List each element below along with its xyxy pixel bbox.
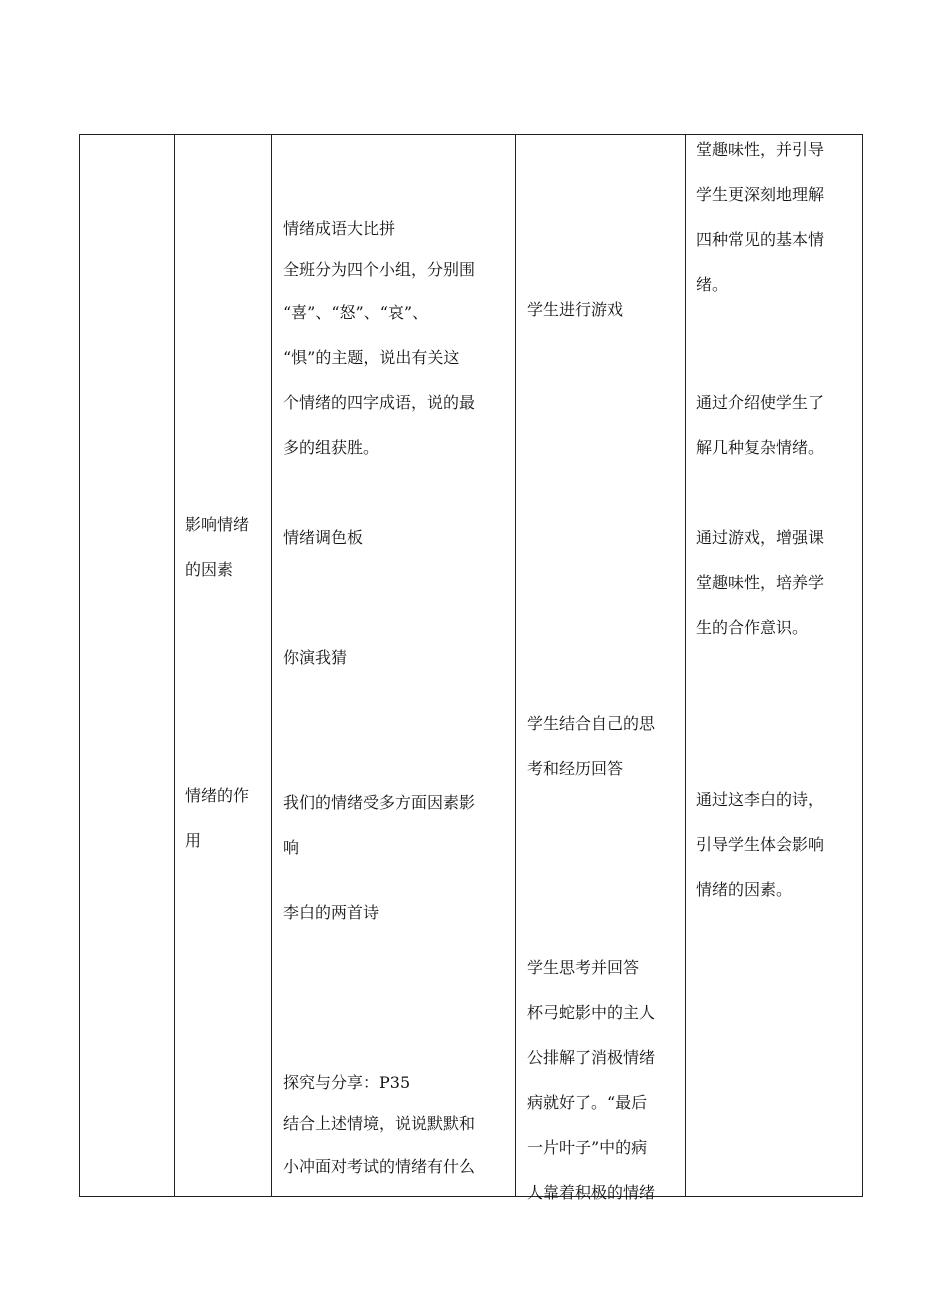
- intent3-line1: 通过游戏，增强课: [696, 528, 825, 547]
- topic-role-line1: 情绪的作: [185, 786, 250, 805]
- idiom-game-desc-line3: “惧”的主题，说出有关这: [283, 348, 460, 367]
- influence-line2: 响: [283, 838, 300, 857]
- column-divider: [515, 135, 516, 1196]
- idiom-game-title: 情绪成语大比拼: [283, 219, 396, 238]
- student-answer2-line4: 病就好了。“最后: [527, 1093, 648, 1112]
- intent3-line3: 生的合作意识。: [696, 618, 809, 637]
- column-divider: [685, 135, 686, 1196]
- topic-role-line2: 用: [185, 831, 202, 850]
- intent4-line3: 情绪的因素。: [696, 880, 793, 899]
- intent1-line2: 学生更深刻地理解: [696, 185, 825, 204]
- idiom-game-desc-line1: 全班分为四个小组，分别围: [283, 260, 476, 279]
- emotion-palette: 情绪调色板: [283, 528, 364, 547]
- intent2-line2: 解几种复杂情绪。: [696, 438, 825, 457]
- intent1-line4: 绪。: [696, 275, 729, 294]
- topic-factors-line1: 影响情绪: [185, 515, 250, 534]
- intent4-line2: 引导学生体会影响: [696, 835, 825, 854]
- student-answer1-line1: 学生结合自己的思: [527, 714, 656, 733]
- student-answer2-line5: 一片叶子”中的病: [527, 1138, 648, 1157]
- explore-desc-line2: 小冲面对考试的情绪有什么: [283, 1157, 476, 1176]
- idiom-game-desc-line5: 多的组获胜。: [283, 438, 380, 457]
- idiom-game-desc-line2: “喜”、“怒”、“哀”、: [283, 303, 429, 322]
- student-answer2-line3: 公排解了消极情绪: [527, 1048, 656, 1067]
- column-divider: [174, 135, 175, 1196]
- intent2-line1: 通过介绍使学生了: [696, 393, 825, 412]
- explore-title: 探究与分享：P35: [283, 1073, 411, 1092]
- column-divider: [271, 135, 272, 1196]
- student-answer1-line2: 考和经历回答: [527, 759, 624, 778]
- intent1-line3: 四种常见的基本情: [696, 230, 825, 249]
- libai-poems: 李白的两首诗: [283, 903, 380, 922]
- student-game: 学生进行游戏: [527, 300, 624, 319]
- influence-line1: 我们的情绪受多方面因素影: [283, 793, 476, 812]
- charades-activity: 你演我猜: [283, 648, 348, 667]
- topic-factors-line2: 的因素: [185, 560, 234, 579]
- student-answer2-line1: 学生思考并回答: [527, 958, 640, 977]
- intent3-line2: 堂趣味性，培养学: [696, 573, 825, 592]
- student-answer2-line2: 杯弓蛇影中的主人: [527, 1003, 656, 1022]
- explore-desc-line1: 结合上述情境，说说默默和: [283, 1114, 476, 1133]
- intent1-line1: 堂趣味性，并引导: [696, 140, 825, 159]
- student-answer2-line6: 人靠着积极的情绪: [527, 1183, 656, 1202]
- idiom-game-desc-line4: 个情绪的四字成语，说的最: [283, 393, 476, 412]
- intent4-line1: 通过这李白的诗，: [696, 790, 825, 809]
- lesson-plan-table: [79, 134, 863, 1202]
